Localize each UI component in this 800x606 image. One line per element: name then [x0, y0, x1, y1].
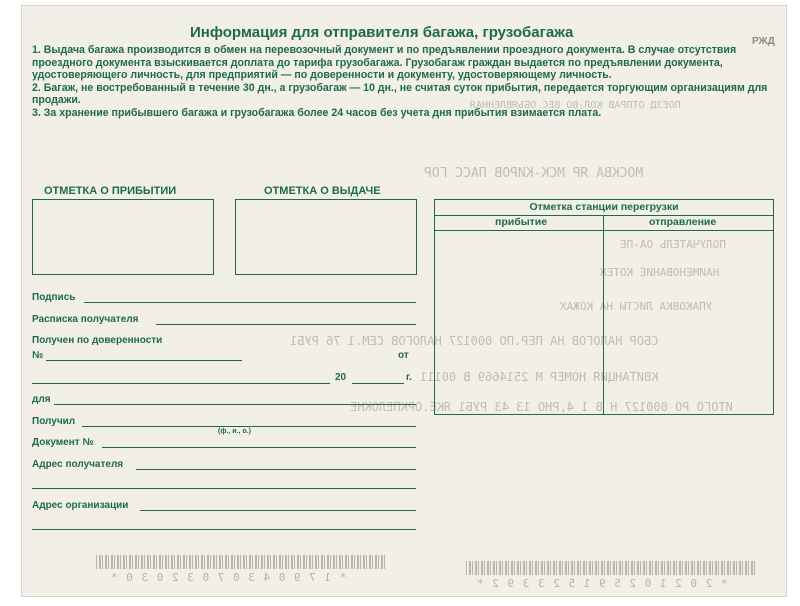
bleed-through-line: УПАКОВКА ЛИСТЫ НА КОЖАХ: [560, 300, 713, 313]
year-prefix: 20: [335, 372, 347, 383]
year-suffix: г.: [406, 372, 412, 383]
recipient-address-field-2[interactable]: [32, 488, 416, 489]
proxy-number-sign: №: [32, 350, 44, 361]
barcode-left-number: * 1 7 9 0 4 3 0 7 0 3 2 0 3 0 *: [110, 571, 347, 584]
for-field[interactable]: [54, 404, 416, 405]
rule-2: 2. Багаж, не востребованный в течение 30 дн., а грузобагаж — 10 дн., не считая суток прибытия, передается торгующим организациям для продажи.: [32, 81, 768, 107]
signature-label: Подпись: [32, 292, 76, 303]
bleed-through-line: МОСКВА ЯР МСК-КИРОВ ПАСС ГОР: [424, 166, 644, 181]
bleed-through-header: ПОЕЗД ОТПРАВ КОЛ-ВО ВЕС ОБЪЯВЛЕННАЯ: [470, 100, 681, 111]
transfer-departure-label: отправление: [649, 216, 717, 228]
org-address-field[interactable]: [140, 510, 416, 511]
proxy-from-label: от: [398, 350, 409, 361]
issue-stamp-label: ОТМЕТКА О ВЫДАЧЕ: [264, 185, 381, 197]
fio-hint: (ф., и., о.): [218, 428, 251, 435]
transfer-arrival-label: прибытие: [495, 216, 548, 228]
recipient-address-label: Адрес получателя: [32, 459, 124, 470]
bleed-through-line: НАИМЕНОВАНИЕ КОТЕЖ: [600, 266, 720, 279]
org-address-field-2[interactable]: [32, 529, 416, 530]
signature-field[interactable]: [84, 302, 416, 303]
receipt-label: Расписка получателя: [32, 314, 139, 325]
receipt-field[interactable]: [156, 324, 416, 325]
corner-mark: РЖД: [752, 36, 775, 47]
barcode-right-number: * 2 0 2 1 0 2 5 9 1 5 2 3 3 9 2 *: [476, 577, 728, 590]
bleed-through-line: СБОР НАЛОГОВ НА ПЕР.ПО 000127 НАЛОГОВ СЕМ.1 76 РУБ1: [290, 334, 659, 348]
proxy-date-field[interactable]: [32, 383, 330, 384]
transfer-station-title: Отметка станции перегрузки: [435, 200, 773, 216]
for-label: для: [32, 394, 51, 405]
arrival-stamp-box: [32, 199, 214, 275]
year-field[interactable]: [352, 383, 404, 384]
arrival-stamp-label: ОТМЕТКА О ПРИБЫТИИ: [44, 185, 177, 197]
bleed-through-line: ПОЛУЧАТЕЛЬ ОА-ПЕ: [620, 238, 726, 251]
issue-stamp-box: [235, 199, 417, 275]
proxy-label: Получен по доверенности: [32, 335, 163, 346]
rule-1: 1. Выдача багажа производится в обмен на перевозочный документ и по предъявлении проездного документа. В случае отсутствия проездного документа взыскивается доплата до тарифа грузобагажа. Грузобагаж граждан выдается по предъявлении документа, удостоверяющего личность, для предприятий — по доверенности и документу, удостоверяющему личность.: [32, 44, 737, 82]
recipient-address-field[interactable]: [136, 469, 416, 470]
transfer-station-subheader: [435, 215, 773, 231]
received-field[interactable]: [82, 426, 416, 427]
rule-3: 3. За хранение прибывшего багажа и грузобагажа более 24 часов без учета дня прибытия взимается плата.: [32, 106, 602, 119]
transfer-divider: [603, 215, 604, 414]
bleed-through-line: КВИТАНЦИЯ НОМЕР М 2514669 В 00111: [420, 370, 659, 384]
barcode-right: [466, 561, 756, 575]
document-field[interactable]: [102, 447, 416, 448]
bleed-through-line: ИТОГО РО 000127 Н В 1 4,РНО 13 43 РУБ1 ЯКЕ.ОРКПЕЛОКНЕ: [350, 400, 733, 414]
proxy-number-field[interactable]: [46, 360, 242, 361]
barcode-left: [96, 555, 386, 569]
org-address-label: Адрес организации: [32, 500, 129, 511]
document-label: Документ №: [32, 437, 94, 448]
rules-text: [32, 44, 778, 120]
page-title: Информация для отправителя багажа, грузобагажа: [190, 24, 574, 41]
transfer-station-table: [434, 199, 774, 415]
received-label: Получил: [32, 416, 76, 427]
